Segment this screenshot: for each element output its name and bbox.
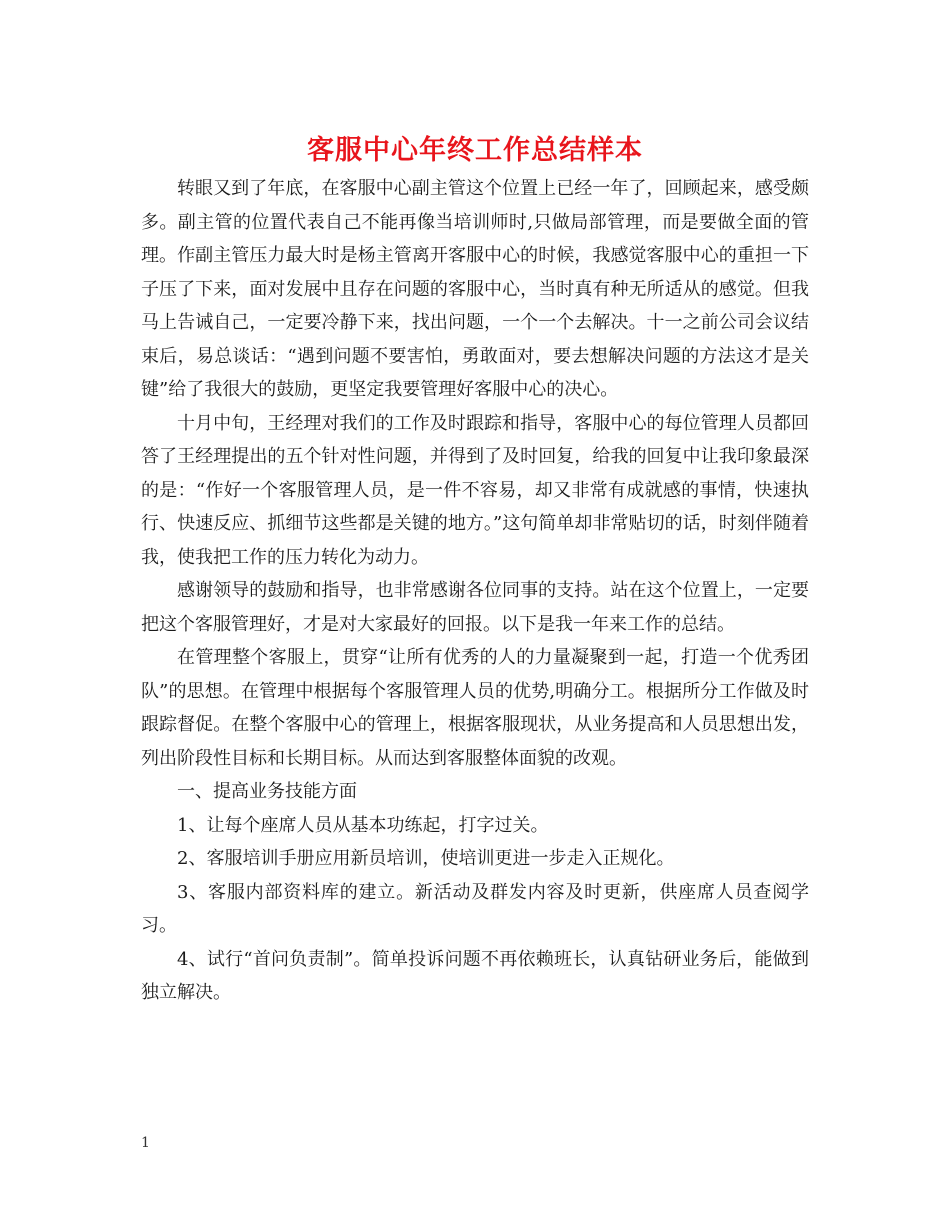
list-item-1: 1、让每个座席人员从基本功练起，打字过关。 bbox=[177, 814, 549, 836]
paragraph-4: 在管理整个客服上，贯穿“让所有优秀的人的力量凝聚到一起，打造一个优秀团队”的思想。在管理中根据每个客服管理人员的优势,明确分工。根据所分工作做及时跟踪督促。在整个客服中心的管理上，根据客服现状，从业务提高和人员思想出发，列出阶段性目标和长期目标。从而达到客服整体面貌的改观。 bbox=[141, 647, 809, 769]
paragraph-2: 十月中旬，王经理对我们的工作及时跟踪和指导，客服中心的每位管理人员都回答了王经理提出的五个针对性问题，并得到了及时回复，给我的回复中让我印象最深的是：“作好一个客服管理人员，是一件不容易，却又非常有成就感的事情，快速执行、快速反应、抓细节这些都是关键的地方。”这句简单却非常贴切的话，时刻伴随着我，使我把工作的压力转化为动力。 bbox=[141, 412, 809, 568]
section-heading-business-skills: 一、提高业务技能方面 bbox=[177, 781, 357, 802]
list-item-3: 3、客服内部资料库的建立。新活动及群发内容及时更新，供座席人员查阅学习。 bbox=[141, 881, 809, 936]
document-title: 客服中心年终工作总结样本 bbox=[307, 135, 643, 166]
page-number: 1 bbox=[141, 1135, 150, 1151]
list-item-4: 4、试行“首问负责制”。简单投诉问题不再依赖班长，认真钻研业务后，能做到独立解决。 bbox=[141, 948, 809, 1003]
list-item-2: 2、客服培训手册应用新员培训，使培训更进一步走入正规化。 bbox=[177, 848, 675, 869]
paragraph-1: 转眼又到了年底，在客服中心副主管这个位置上已经一年了，回顾起来，感受颇多。副主管的位置代表自己不能再像当培训师时,只做局部管理，而是要做全面的管理。作副主管压力最大时是杨主管离开客服中心的时候，我感觉客服中心的重担一下子压了下来，面对发展中且存在问题的客服中心，当时真有种无所适从的感觉。但我马上告诫自己，一定要冷静下来，找出问题，一个一个去解决。十一之前公司会议结束后，易总谈话：“遇到问题不要害怕，勇敢面对，要去想解决问题的方法这才是关键”给了我很大的鼓励，更坚定我要管理好客服中心的决心。 bbox=[141, 178, 809, 400]
paragraph-3: 感谢领导的鼓励和指导，也非常感谢各位同事的支持。站在这个位置上，一定要把这个客服管理好，才是对大家最好的回报。以下是我一年来工作的总结。 bbox=[141, 580, 809, 635]
document-body bbox=[141, 172, 809, 1010]
